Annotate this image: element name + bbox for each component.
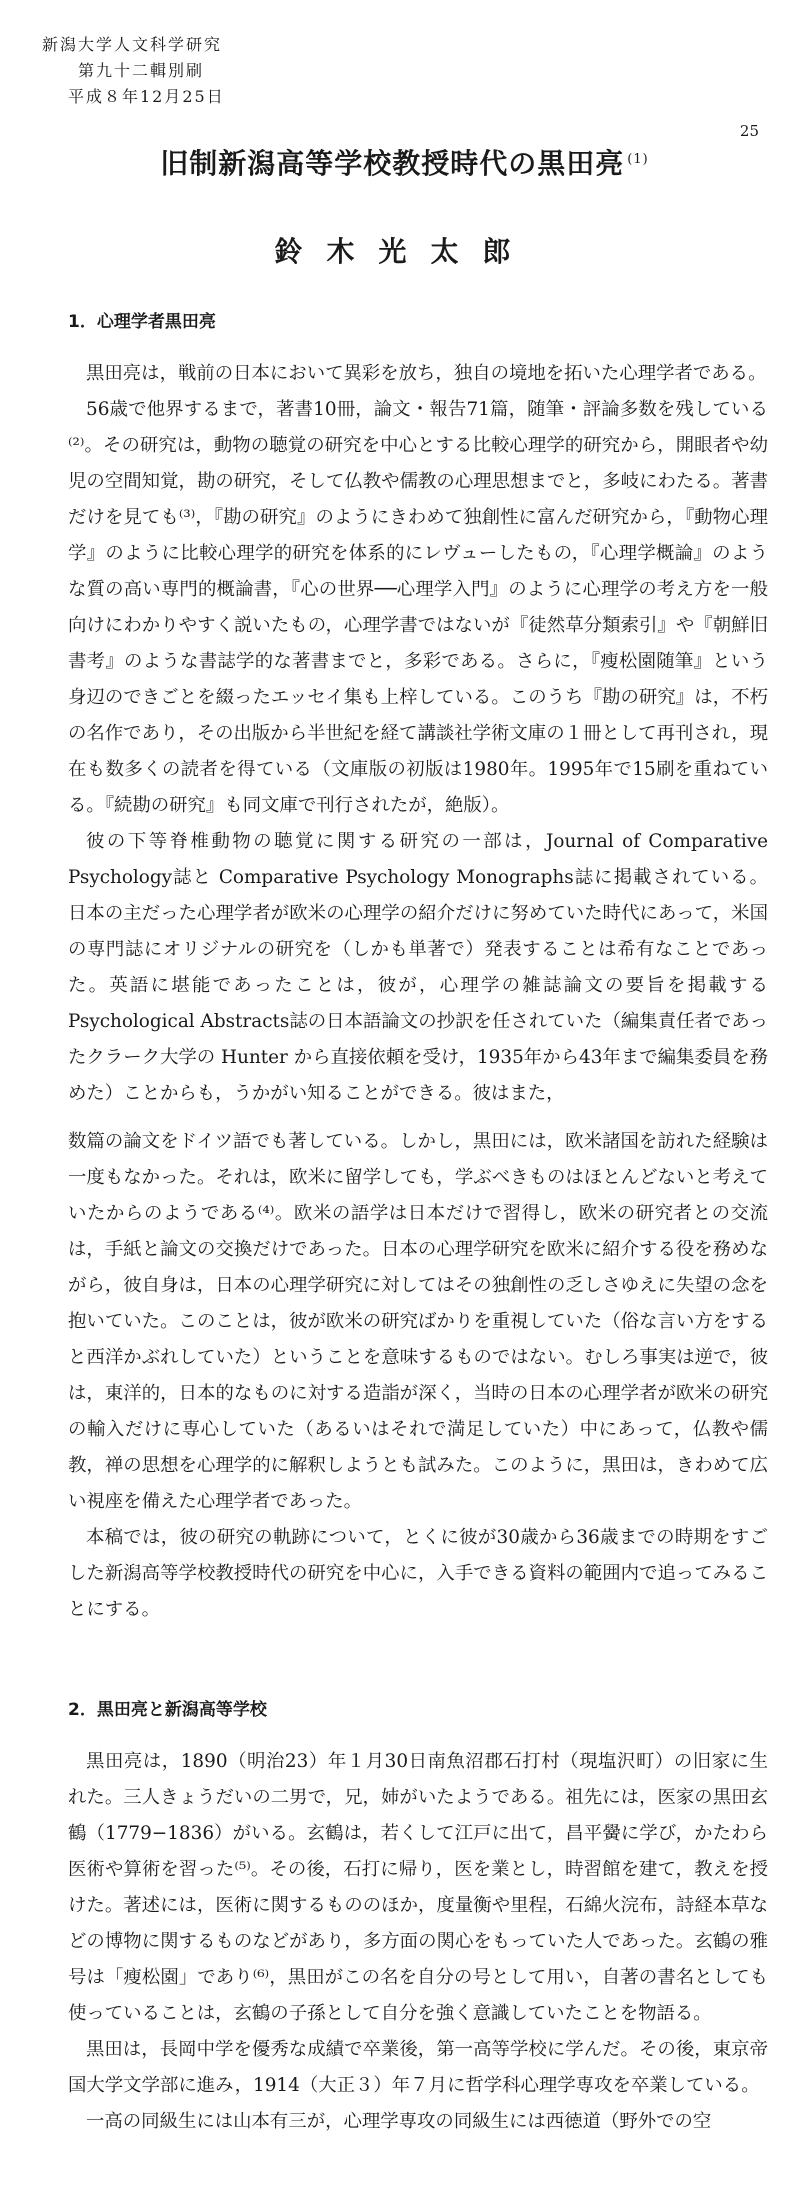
paragraph: 黒田は，長岡中学を優秀な成績で卒業後，第一高等学校に学んだ。その後，東京帝国大学文学部に進み，1914（大正３）年７月に哲学科心理学専攻を卒業している。 xyxy=(68,2039,768,2096)
journal-issue: 第九十二輯別刷 xyxy=(78,61,205,80)
paragraph: 56歳で他界するまで，著書10冊，論文・報告71篇，随筆・評論多数を残している⁽²⁾。その研究は，動物の聴覚の研究を中心とする比較心理学的研究から，開眼者や幼児の空間知覚，勘の研究，そして仏教や儒教の心理思想までと，多岐にわたる。著書だけを見ても⁽³⁾，『勘の研究』のようにきわめて独創性に富んだ研究から，『動物心理学』のように比較心理学的研究を体系的にレヴューしたもの，『心理学概論』のような質の高い専門的概論書，『心の世界──心理学入門』のように心理学の考え方を一般向けにわかりやすく説いたもの，心理学書ではないが『徒然草分類索引』や『朝鮮旧書考』のような書誌学的な著書までと，多彩である。さらに，『瘦松園随筆』という身辺のできごとを綴ったエッセイ集も上梓している。このうち『勘の研究』は，不朽の名作であり，その出版から半世紀を経て講談社学術文庫の１冊として再刊され，現在も数多くの読者を得ている（文庫版の初版は1980年。1995年で15刷を重ねている。『続勘の研究』も同文庫で刊行されたが，絶版）。 xyxy=(68,399,768,816)
author-name: 鈴木光太郎 xyxy=(274,235,535,268)
paragraph: 彼の下等脊椎動物の聴覚に関する研究の一部は，Journal of Comparative Psychology誌と Comparative Psychology Monographs誌に掲載されている。日本の主だった心理学者が欧米の心理学の紹介だけに努めていた時代にあって，米国の専門誌にオリジナルの研究を（しかも単著で）発表することは希有なことであった。英語に堪能であったことは，彼が，心理学の雑誌論文の要旨を掲載する Psychological Abstracts誌の日本語論文の抄訳を任されていた（編集責任者であったクラーク大学の Hunter から直接依頼を受け，1935年から43年まで編集委員を務めた）ことからも，うかがい知ることができる。彼はまた， xyxy=(68,831,768,1104)
paragraph: 黒田亮は，1890（明治23）年１月30日南魚沼郡石打村（現塩沢町）の旧家に生れた。三人きょうだいの二男で，兄，姉がいたようである。祖先には，医家の黒田玄鶴（1779−1836）がいる。玄鶴は，若くして江戸に出て，昌平黌に学び，かたわら医術や算術を習った⁽⁵⁾。その後，石打に帰り，医を業とし，時習館を建て，教えを授けた。著述には，医術に関するもののほか，度量衡や里程，石綿火浣布，詩経本草などの博物に関するものなどがあり，多方面の関心をもっていた人であった。玄鶴の雅号は「瘦松園」であり⁽⁶⁾，黒田がこの名を自分の号として用い，自著の書名としても使っていることは，玄鶴の子孫として自分を強く意識していたことを物語る。 xyxy=(68,1751,768,2024)
paper-title xyxy=(0,142,809,182)
paper-body xyxy=(68,300,768,2140)
journal-date: 平成８年12月25日 xyxy=(68,87,225,106)
paragraph: 数篇の論文をドイツ語でも著している。しかし，黒田には，欧米諸国を訪れた経験は一度もなかった。それは，欧米に留学しても，学ぶべきものはほとんどないと考えていたからのようである⁽⁴⁾。欧米の語学は日本だけで習得し，欧米の研究者との交流は，手紙と論文の交換だけであった。日本の心理学研究を欧米に紹介する役を務めながら，彼自身は，日本の心理学研究に対してはその独創性の乏しさゆえに失望の念を抱いていた。このことは，彼が欧米の研究ばかりを重視していた（俗な言い方をすると西洋かぶれしていた）ということを意味するものではない。むしろ事実は逆で，彼は，東洋的，日本的なものに対する造詣が深く，当時の日本の心理学者が欧米の研究の輸入だけに専心していた（あるいはそれで満足していた）中にあって，仏教や儒教，禅の思想を心理学的に解釈しようとも試みた。このように，黒田は，きわめて広い視座を備えた心理学者であった。 xyxy=(68,1131,768,1512)
paragraph: 一高の同級生には山本有三が，心理学専攻の同級生には西徳道（野外での空 xyxy=(86,2111,712,2132)
paragraph: 本稿では，彼の研究の軌跡について，とくに彼が30歳から36歳までの時期をすごした新潟高等学校教授時代の研究を中心に，入手できる資料の範囲内で追ってみることにする。 xyxy=(68,1527,768,1620)
paper-title-text: 旧制新潟高等学校教授時代の黒田亮 xyxy=(160,147,625,180)
section-heading-1: 1．心理学者黒田亮 xyxy=(68,312,216,332)
section-heading-2: 2．黒田亮と新潟高等学校 xyxy=(68,1700,267,1720)
title-footnote-marker: (1) xyxy=(627,151,649,167)
paragraph: 黒田亮は，戦前の日本において異彩を放ち，独自の境地を拓いた心理学者である。 xyxy=(86,363,767,384)
journal-name: 新潟大学人文科学研究 xyxy=(42,35,223,54)
page-number: 25 xyxy=(739,122,759,140)
journal-header xyxy=(42,32,225,110)
